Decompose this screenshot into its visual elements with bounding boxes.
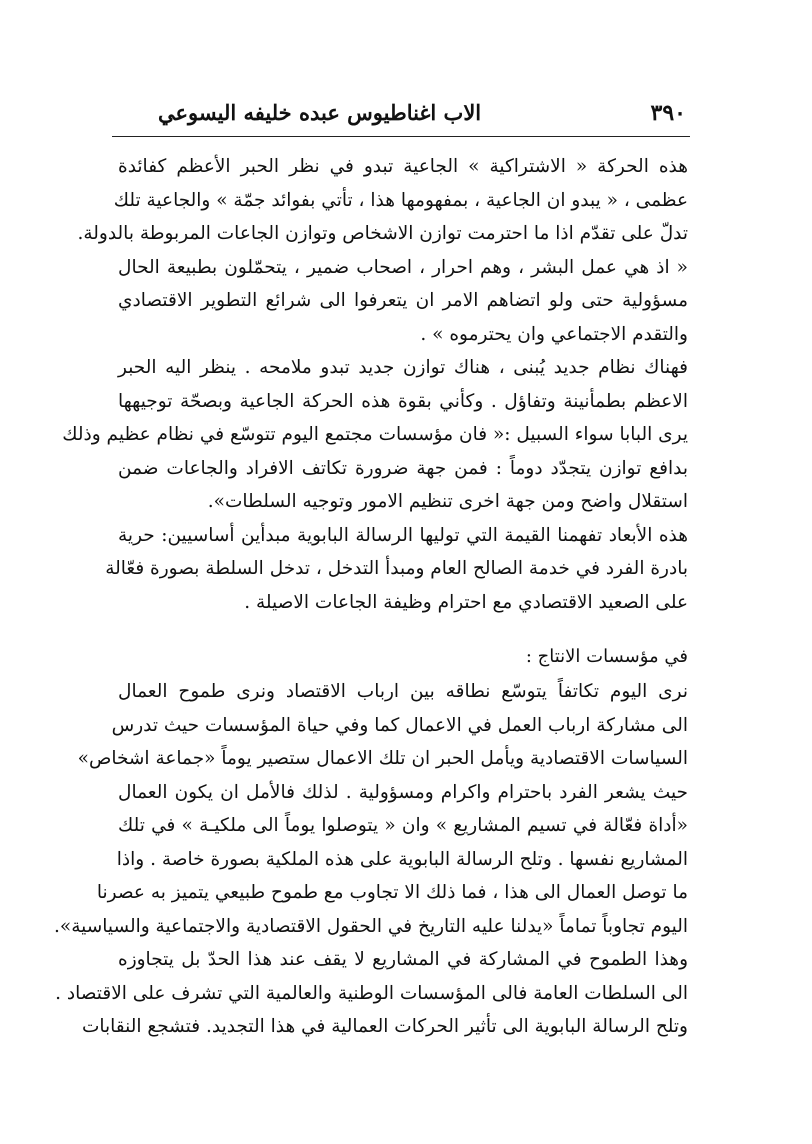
text-line: ما توصل العمال الى هذا ، فما ذلك الا تجاوب مع طموح طبيعي يتميز به عصرنا [96, 882, 688, 903]
text-line: تدلّ على تقدّم اذا ما احترمت توازن الاشخاص وتوازن الجاعات المربوطة بالدولة. [77, 223, 688, 244]
text-line: السياسات الاقتصادية ويأمل الحبر ان تلك الاعمال ستصير يوماً «جماعة اشخاص» [77, 748, 688, 769]
text-line: هذه الأبعاد تفهمنا القيمة التي توليها الرسالة البابوية مبدأين أساسيين: حرية [118, 524, 688, 546]
text-line: الى مشاركة ارباب العمل في الاعمال كما وفي حياة المؤسسات حيث تدرس [111, 714, 688, 736]
header-divider [112, 136, 690, 137]
text-line: مسؤولية حتى ولو اتضاهم الامر ان يتعرفوا الى شرائع التطوير الاقتصادي [118, 290, 688, 311]
section-gap [118, 619, 688, 639]
text-line: بادرة الفرد في خدمة الصالح العام ومبدأ التدخل ، تدخل السلطة بصورة فعّالة [105, 558, 688, 579]
paragraph [54, 675, 688, 943]
text-line: وهذا الطموح في المشاركة في المشاريع لا يقف عند هذا الحدّ بل يتجاوزه [118, 949, 688, 970]
paragraph [55, 943, 688, 1044]
text-line: «أداة فعّالة في تسيم المشاريع » وان « يتوصلوا يوماً الى ملكيـة » في تلك [118, 815, 688, 836]
text-line: هذه الحركة « الاشتراكية » الجاعية تبدو في نظر الحبر الأعظم كفائدة [118, 156, 688, 177]
page-number: ٣٩٠ [650, 100, 686, 126]
section-heading: في مؤسسات الانتاج : [525, 646, 688, 667]
text-line: عظمى ، « يبدو ان الجاعية ، بمفهومها هذا ، تأتي بفوائد جمّة » والجاعية تلك [113, 189, 688, 211]
text-line: اليوم تجاوباً تماماً «يدلنا عليه التاريخ في الحقول الاقتصادية والاجتماعية والسياسية». [54, 915, 688, 937]
text-line: « اذ هي عمل البشر ، وهم احرار ، اصحاب ضمير ، يتحمّلون بطبيعة الحال [118, 256, 688, 278]
text-line: حيث يشعر الفرد باحترام واكرام ومسؤولية . لذلك فالأمل ان يكون العمال [118, 781, 688, 803]
text-line: يرى البابا سواء السبيل :« فان مؤسسات مجتمع اليوم تتوسّع في نظام عظيم وذلك [62, 424, 688, 445]
text-line: استقلال واضح ومن جهة اخرى تنظيم الامور وتوجيه السلطات». [207, 491, 688, 512]
text-line: الى السلطات العامة فالى المؤسسات الوطنية والعالمية التي تشرف على الاقتصاد . [55, 982, 688, 1004]
text-line: على الصعيد الاقتصادي مع احترام وظيفة الجاعات الاصيلة . [244, 591, 688, 613]
text-line: الاعظم بطمأنينة وتفاؤل . وكأني بقوة هذه الحركة الجاعية وبصحّة توجيهها [118, 390, 688, 412]
paragraph [118, 251, 688, 352]
text-line: نرى اليوم تكاتفاً يتوسّع نطاقه بين ارباب الاقتصاد ونرى طموح العمال [118, 681, 688, 702]
paragraph [62, 351, 688, 519]
page-header [118, 96, 686, 138]
paragraph [77, 150, 688, 251]
paragraph [105, 519, 688, 620]
page-body [54, 150, 688, 1044]
text-line: وتلح الرسالة البابوية الى تأثير الحركات العمالية في هذا التجديد. فتشجع النقابات [81, 1016, 688, 1037]
text-line: المشاريع نفسها . وتلح الرسالة البابوية على هذه الملكية بصورة خاصة . واذا [116, 848, 688, 870]
text-line: والتقدم الاجتماعي وان يحترموه » . [420, 323, 688, 345]
text-line: بدافع توازن يتجدّد دوماً : فمن جهة ضرورة تكاتف الافراد والجاعات ضمن [118, 457, 688, 479]
running-title: الاب اغناطيوس عبده خليفه اليسوعي [158, 100, 482, 125]
text-line: فهناك نظام جديد يُبنى ، هناك توازن جديد تبدو ملامحه . ينظر اليه الحبر [118, 357, 688, 378]
